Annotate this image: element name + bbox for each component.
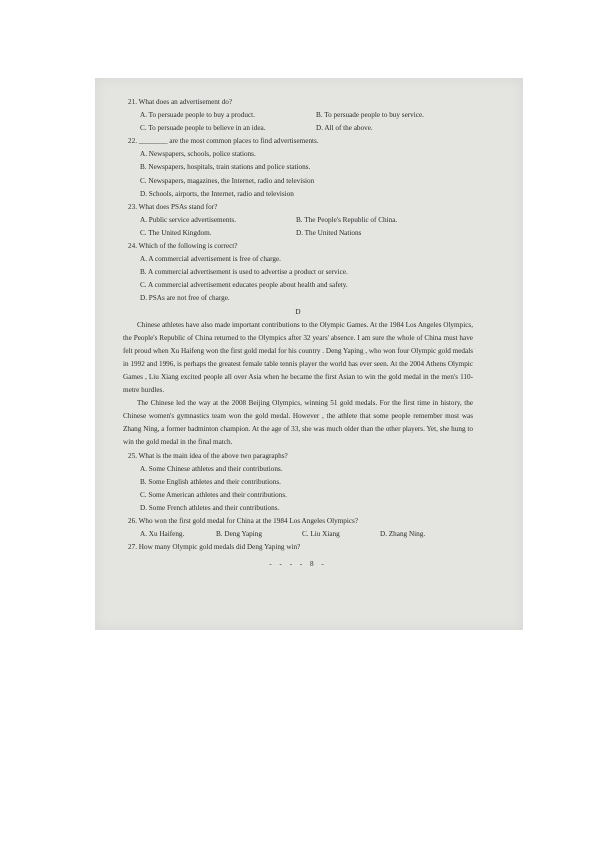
question-26-option-b: B. Deng Yaping <box>216 530 262 539</box>
question-24-option-a: A. A commercial advertisement is free of charge. <box>140 255 281 264</box>
question-21-option-c: C. To persuade people to believe in an idea. <box>140 124 266 133</box>
question-22-stem: 22. ________ are the most common places to find advertisements. <box>128 137 319 146</box>
question-23-option-b: B. The People's Republic of China. <box>296 215 398 224</box>
question-26-option-c: C. Liu Xiang <box>302 530 340 539</box>
question-21-options-row-2 <box>140 122 473 135</box>
question-25-option-d: D. Some French athletes and their contributions. <box>140 503 280 512</box>
scanned-page <box>95 78 523 630</box>
question-22-option-d: D. Schools, airports, the Internet, radio and television <box>140 189 294 198</box>
question-22-option-a: A. Newspapers, schools, police stations. <box>140 150 256 159</box>
question-26-option-a: A. Xu Haifeng. <box>140 530 185 539</box>
page-content <box>123 96 473 571</box>
question-24-option-d: D. PSAs are not free of charge. <box>140 294 230 303</box>
question-22-option-b: B. Newspapers, hospitals, train stations and police stations. <box>140 163 311 172</box>
question-24-option-b: B. A commercial advertisement is used to advertise a product or service. <box>140 268 348 277</box>
question-25-option-a: A. Some Chinese athletes and their contributions. <box>140 464 283 473</box>
question-22-option-c: C. Newspapers, magazines, the Internet, radio and television <box>140 176 315 185</box>
passage-paragraph-1: Chinese athletes have also made important contributions to the Olympic Games. At the 1984 Los Angeles Olympics, the People's Republic of China returned to the Olympics after 32 years' absence. I am sure the whole of China must have felt proud when Xu Haifeng won the first gold medal for his country . Deng Yaping , who won four Olympic gold medals in 1992 and 1996, is perhaps the greatest female table tennis player the world has ever seen. At the 2004 Athens Olympic Games , Liu Xiang excited people all over Asia when he became the first Asian to win the gold medal in the men's 110-metre hurdles. <box>123 320 473 395</box>
question-21-option-a: A. To persuade people to buy a product. <box>140 111 255 120</box>
question-23-option-c: C. The United Kingdom. <box>140 228 212 237</box>
question-25-option-b: B. Some English athletes and their contributions. <box>140 477 281 486</box>
question-24-option-c: C. A commercial advertisement educates people about health and safety. <box>140 281 348 290</box>
passage-paragraph-2: The Chinese led the way at the 2008 Beijing Olympics, winning 51 gold medals. For the first time in history, the Chinese women's gymnastics team won the gold medal. However , the athlete that some people remember most was Zhang Ning, a former badminton champion. At the age of 33, she was much older than the other players. Yet, she hung to win the gold medal in the final match. <box>123 399 473 447</box>
question-23-options-row-2 <box>140 227 473 240</box>
question-21-options-row-1 <box>140 109 473 122</box>
question-23-option-d: D. The United Nations <box>296 228 362 237</box>
question-26-stem: 26. Who won the first gold medal for China at the 1984 Los Angeles Olympics? <box>128 517 359 525</box>
question-24-stem: 24. Which of the following is correct? <box>128 242 238 251</box>
question-21-option-b: B. To persuade people to buy service. <box>316 111 424 120</box>
question-21-option-d: D. All of the above. <box>316 124 373 133</box>
question-23-options-row-1 <box>140 214 473 227</box>
question-27-stem: 27. How many Olympic gold medals did Deng Yaping win? <box>128 543 301 552</box>
question-25-stem: 25. What is the main idea of the above two paragraphs? <box>128 451 288 460</box>
question-26-options <box>140 528 473 541</box>
question-21-stem: 21. What does an advertisement do? <box>128 98 233 106</box>
question-23-option-a: A. Public service advertisements. <box>140 215 237 224</box>
page-number: - - - - 8 - <box>269 560 327 569</box>
question-23-stem: 23. What does PSAs stand for? <box>128 202 218 211</box>
passage-title: D <box>295 307 301 316</box>
question-26-option-d: D. Zhang Ning. <box>380 530 426 539</box>
question-25-option-c: C. Some American athletes and their contributions. <box>140 490 287 499</box>
